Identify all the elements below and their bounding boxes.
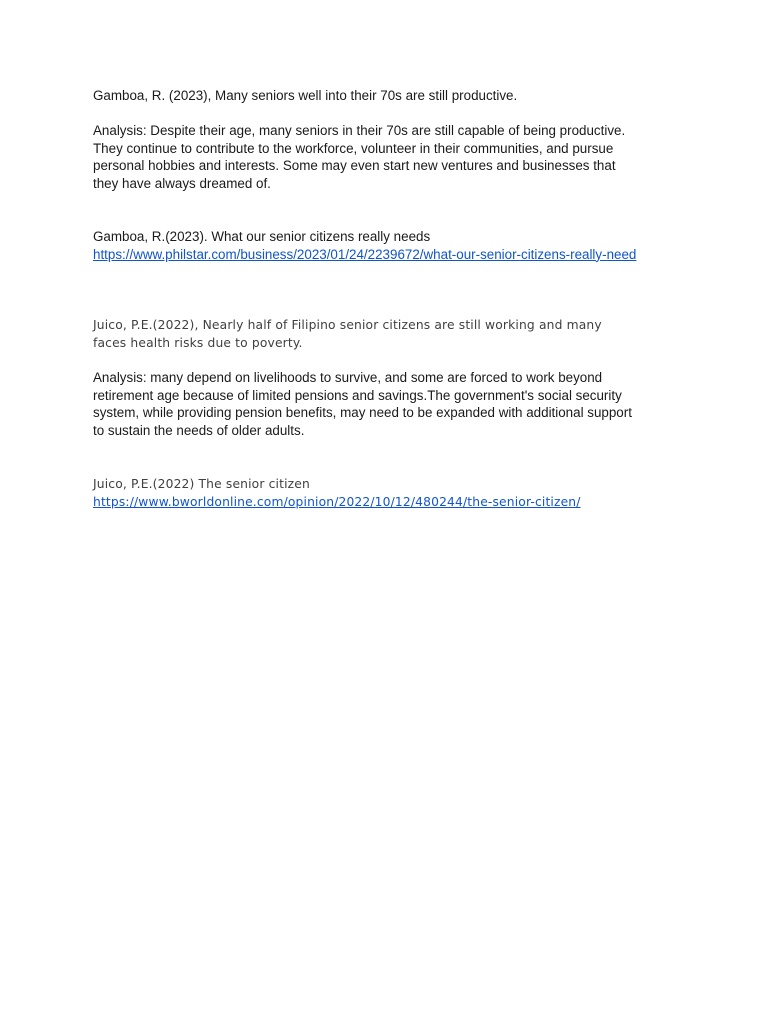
analysis-line: They continue to contribute to the workforce, volunteer in their communities, and pursue [93,140,614,156]
philstar-link[interactable]: https://www.philstar.com/business/2023/01/24/2239672/what-our-senior-citizens-really-need [93,246,637,262]
analysis-line: to sustain the needs of older adults. [93,423,305,439]
citation-juico-working [93,316,693,352]
analysis-line: personal hobbies and interests. Some may even start new ventures and businesses that [93,158,616,174]
citation-line: Juico, P.E.(2022), Nearly half of Filipino senior citizens are still working and many [93,318,602,332]
analysis-line: system, while providing pension benefits, may need to be expanded with additional support [93,405,632,421]
analysis-line: they have always dreamed of. [93,176,271,192]
analysis-line: retirement age because of limited pensions and savings.The government's social security [93,387,622,403]
citation-line: faces health risks due to poverty. [93,336,303,350]
citation-juico-senior: Juico, P.E.(2022) The senior citizen [93,477,310,491]
bworldonline-link[interactable]: https://www.bworldonline.com/opinion/2022/10/12/480244/the-senior-citizen/ [93,495,581,509]
reference-juico-senior-citizen [93,475,693,511]
analysis-line: Analysis: many depend on livelihoods to survive, and some are forced to work beyond [93,370,603,385]
document-page [93,0,693,1024]
analysis-juico [93,369,693,440]
analysis-gamboa [93,122,693,193]
analysis-line: Analysis: Despite their age, many seniors in their 70s are still capable of being productive. [93,123,626,138]
citation-gamboa-needs: Gamboa, R.(2023). What our senior citizens really needs [93,229,431,244]
citation-gamboa-productive: Gamboa, R. (2023), Many seniors well into their 70s are still productive. [93,88,518,103]
reference-gamboa-needs [93,228,693,263]
